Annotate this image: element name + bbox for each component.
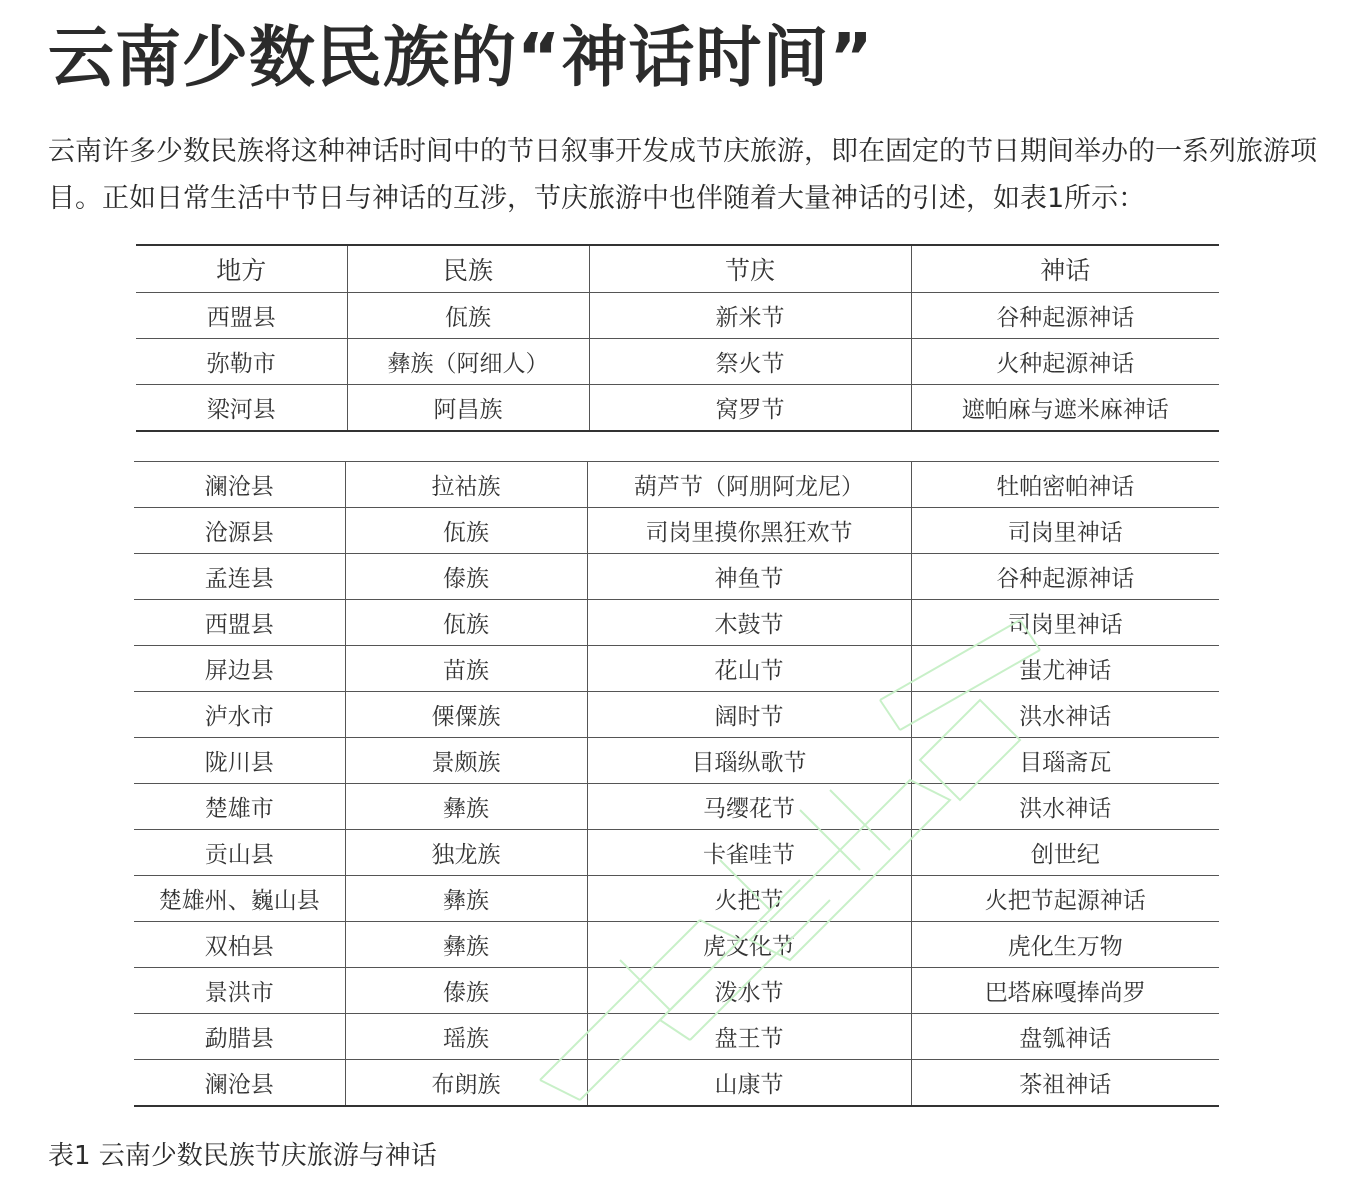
- table-row: [134, 968, 1219, 1014]
- table-row: [134, 876, 1219, 922]
- cell-place: 屏边县: [134, 646, 345, 692]
- cell-place: 澜沧县: [134, 1060, 345, 1107]
- cell-festival: 神鱼节: [587, 554, 911, 600]
- festival-table-top: [136, 244, 1219, 432]
- table-row: [134, 508, 1219, 554]
- cell-festival: 目瑙纵歌节: [587, 738, 911, 784]
- cell-festival: 山康节: [587, 1060, 911, 1107]
- cell-festival: 泼水节: [587, 968, 911, 1014]
- cell-myth: 茶祖神话: [911, 1060, 1219, 1107]
- cell-place: 西盟县: [134, 600, 345, 646]
- cell-place: 双柏县: [134, 922, 345, 968]
- header-place: 地方: [136, 245, 347, 293]
- cell-festival: 虎文化节: [587, 922, 911, 968]
- cell-ethnicity: 瑶族: [345, 1014, 587, 1060]
- cell-place: 楚雄市: [134, 784, 345, 830]
- table-row: [134, 738, 1219, 784]
- table-row: [134, 784, 1219, 830]
- cell-ethnicity: 彝族: [345, 784, 587, 830]
- cell-myth: 洪水神话: [911, 692, 1219, 738]
- table-row: [136, 339, 1219, 385]
- cell-myth: 火把节起源神话: [911, 876, 1219, 922]
- table-row: [134, 600, 1219, 646]
- cell-myth: 牡帕密帕神话: [911, 462, 1219, 508]
- cell-myth: 司岗里神话: [911, 600, 1219, 646]
- cell-festival: 葫芦节（阿朋阿龙尼）: [587, 462, 911, 508]
- cell-place: 孟连县: [134, 554, 345, 600]
- table-caption: 表1 云南少数民族节庆旅游与神话: [48, 1141, 437, 1171]
- cell-place: 泸水市: [134, 692, 345, 738]
- cell-festival: 司岗里摸你黑狂欢节: [587, 508, 911, 554]
- table-row: [136, 293, 1219, 339]
- header-festival: 节庆: [589, 245, 911, 293]
- cell-myth: 遮帕麻与遮米麻神话: [911, 385, 1219, 432]
- cell-myth: 谷种起源神话: [911, 554, 1219, 600]
- cell-festival: 窝罗节: [589, 385, 911, 432]
- cell-ethnicity: 拉祜族: [345, 462, 587, 508]
- cell-ethnicity: 彝族（阿细人）: [347, 339, 589, 385]
- cell-place: 西盟县: [136, 293, 347, 339]
- cell-place: 弥勒市: [136, 339, 347, 385]
- table-row: [134, 1060, 1219, 1107]
- table-row: [134, 692, 1219, 738]
- cell-place: 勐腊县: [134, 1014, 345, 1060]
- cell-myth: 盘瓠神话: [911, 1014, 1219, 1060]
- cell-myth: 巴塔麻嘎捧尚罗: [911, 968, 1219, 1014]
- cell-place: 梁河县: [136, 385, 347, 432]
- cell-festival: 阔时节: [587, 692, 911, 738]
- cell-festival: 马缨花节: [587, 784, 911, 830]
- cell-myth: 谷种起源神话: [911, 293, 1219, 339]
- cell-ethnicity: 苗族: [345, 646, 587, 692]
- cell-place: 贡山县: [134, 830, 345, 876]
- cell-ethnicity: 阿昌族: [347, 385, 589, 432]
- table-row: [134, 922, 1219, 968]
- cell-ethnicity: 佤族: [347, 293, 589, 339]
- table-body-top: [136, 293, 1219, 432]
- cell-place: 景洪市: [134, 968, 345, 1014]
- cell-myth: 目瑙斋瓦: [911, 738, 1219, 784]
- page-title: 云南少数民族的“神话时间”: [48, 19, 874, 96]
- cell-ethnicity: 佤族: [345, 600, 587, 646]
- cell-festival: 木鼓节: [587, 600, 911, 646]
- cell-festival: 新米节: [589, 293, 911, 339]
- table-row: [136, 385, 1219, 432]
- table-row: [134, 554, 1219, 600]
- cell-festival: 火把节: [587, 876, 911, 922]
- cell-myth: 司岗里神话: [911, 508, 1219, 554]
- cell-place: 陇川县: [134, 738, 345, 784]
- cell-festival: 祭火节: [589, 339, 911, 385]
- table-header-row: [136, 245, 1219, 293]
- header-myth: 神话: [911, 245, 1219, 293]
- cell-ethnicity: 佤族: [345, 508, 587, 554]
- cell-ethnicity: 傣族: [345, 554, 587, 600]
- table-row: [134, 462, 1219, 508]
- cell-myth: 火种起源神话: [911, 339, 1219, 385]
- cell-place: 沧源县: [134, 508, 345, 554]
- cell-festival: 花山节: [587, 646, 911, 692]
- cell-ethnicity: 布朗族: [345, 1060, 587, 1107]
- table-row: [134, 646, 1219, 692]
- cell-ethnicity: 彝族: [345, 922, 587, 968]
- table-body-bottom: [134, 462, 1219, 1107]
- cell-place: 楚雄州、巍山县: [134, 876, 345, 922]
- cell-ethnicity: 彝族: [345, 876, 587, 922]
- table-row: [134, 830, 1219, 876]
- cell-festival: 卡雀哇节: [587, 830, 911, 876]
- festival-table-bottom: [134, 461, 1219, 1107]
- cell-myth: 虎化生万物: [911, 922, 1219, 968]
- cell-myth: 蚩尤神话: [911, 646, 1219, 692]
- intro-paragraph: 云南许多少数民族将这种神话时间中的节日叙事开发成节庆旅游，即在固定的节日期间举办的一系列旅游项目。正如日常生活中节日与神话的互涉，节庆旅游中也伴随着大量神话的引述，如表1所示：: [48, 136, 1317, 214]
- cell-myth: 创世纪: [911, 830, 1219, 876]
- cell-myth: 洪水神话: [911, 784, 1219, 830]
- cell-ethnicity: 傣族: [345, 968, 587, 1014]
- cell-festival: 盘王节: [587, 1014, 911, 1060]
- header-ethnicity: 民族: [347, 245, 589, 293]
- cell-ethnicity: 景颇族: [345, 738, 587, 784]
- cell-place: 澜沧县: [134, 462, 345, 508]
- cell-ethnicity: 傈僳族: [345, 692, 587, 738]
- cell-ethnicity: 独龙族: [345, 830, 587, 876]
- table-row: [134, 1014, 1219, 1060]
